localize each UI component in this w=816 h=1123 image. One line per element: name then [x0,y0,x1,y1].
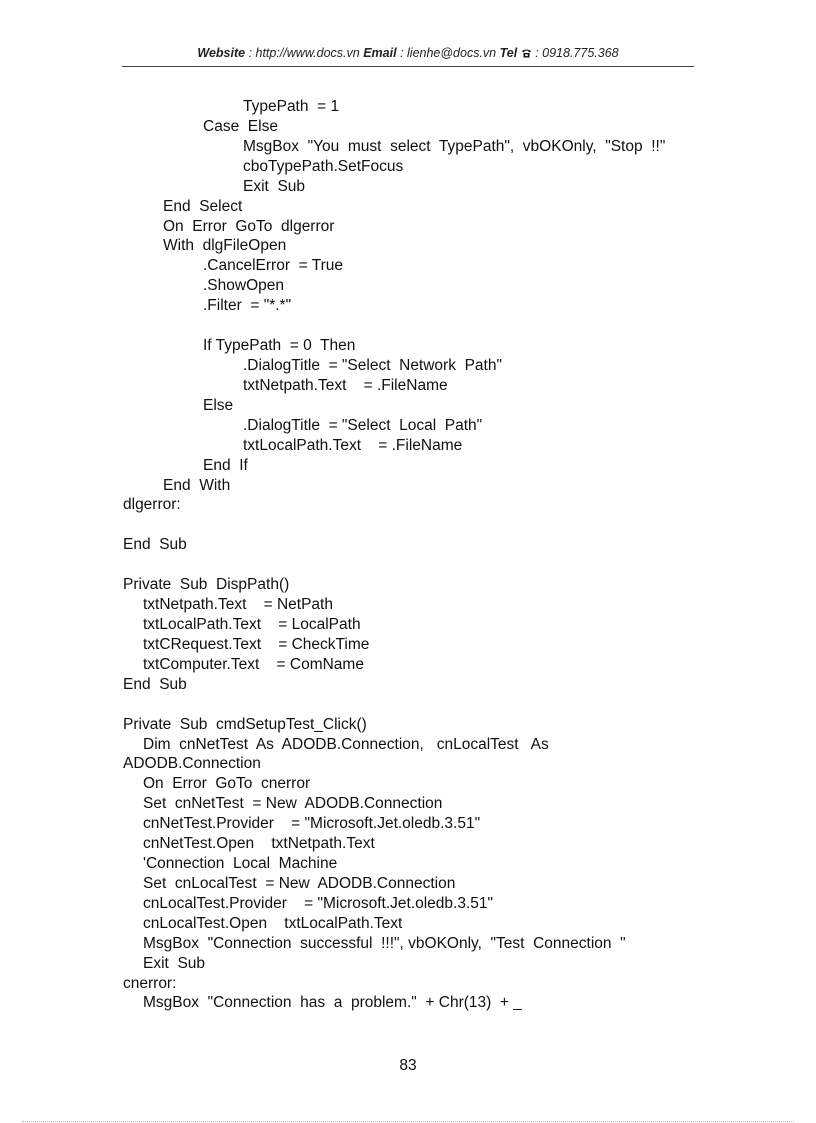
code-line: Case Else [203,117,278,135]
footer-divider [22,1121,794,1122]
code-line: On Error GoTo cnerror [143,775,311,793]
email-value: : lienhe@docs.vn [400,46,497,60]
code-line: cnNetTest.Provider = "Microsoft.Jet.oledb.3.51" [143,815,481,833]
code-line: MsgBox "Connection successful !!!", vbOKOnly, "Test Connection " [143,934,626,952]
code-line: cnerror: [123,974,177,992]
code-line: Dim cnNetTest As ADODB.Connection, cnLocalTest As [143,735,549,753]
code-line: txtNetpath.Text = .FileName [243,376,448,394]
code-line: Private Sub cmdSetupTest_Click() [123,715,367,733]
code-line: 'Connection Local Machine [143,855,338,873]
code-line: End With [163,476,231,494]
code-line: txtCRequest.Text = CheckTime [143,635,370,653]
code-line: txtComputer.Text = ComName [143,655,364,673]
code-line: Exit Sub [143,954,206,972]
code-line [0,695,816,715]
code-line: Private Sub DispPath() [123,576,290,594]
code-line: dlgerror: [123,496,181,514]
code-line: On Error GoTo dlgerror [163,217,335,235]
code-line [0,555,816,575]
code-line: End Select [163,197,243,215]
code-line: End Sub [123,536,187,554]
code-line: If TypePath = 0 Then [203,337,356,355]
code-line: MsgBox "You must select TypePath", vbOKOnly, "Stop !!" [243,137,666,155]
code-line [0,316,816,336]
code-line: End If [203,456,248,474]
code-line: .ShowOpen [203,277,284,295]
code-line: .DialogTitle = "Select Network Path" [243,356,502,374]
tel-label: Tel [499,46,518,60]
code-line: Exit Sub [243,177,306,195]
header-divider [122,66,694,67]
code-listing [0,97,816,1013]
code-line: TypePath = 1 [243,98,340,115]
code-line: Set cnNetTest = New ADODB.Connection [143,795,443,813]
code-line: .Filter = "*.*" [203,297,292,315]
code-line: Set cnLocalTest = New ADODB.Connection [143,874,456,892]
code-line [0,515,816,535]
code-line: End Sub [123,675,187,693]
code-line: cnLocalTest.Provider = "Microsoft.Jet.oledb.3.51" [143,894,494,912]
code-line: With dlgFileOpen [163,237,287,255]
page-header [122,46,694,66]
code-line: Else [203,396,234,414]
code-line: cnLocalTest.Open txtLocalPath.Text [143,914,403,932]
code-line: txtNetpath.Text = NetPath [143,596,333,614]
website-label: Website [197,46,246,60]
email-label: Email [363,46,397,60]
code-line: MsgBox "Connection has a problem." + Chr(13) + _ [143,994,522,1012]
code-line: .CancelError = True [203,257,343,275]
code-line: cboTypePath.SetFocus [243,157,404,175]
tel-value: : 0918.775.368 [535,46,619,60]
website-value: : http://www.docs.vn [248,46,360,60]
code-line: .DialogTitle = "Select Local Path" [243,416,483,434]
code-line: txtLocalPath.Text = LocalPath [143,615,361,633]
page-number: 83 [399,1057,417,1074]
code-line: ADODB.Connection [123,755,261,773]
code-line: cnNetTest.Open txtNetpath.Text [143,835,375,853]
telephone-icon [521,48,532,58]
code-line: txtLocalPath.Text = .FileName [243,436,463,454]
